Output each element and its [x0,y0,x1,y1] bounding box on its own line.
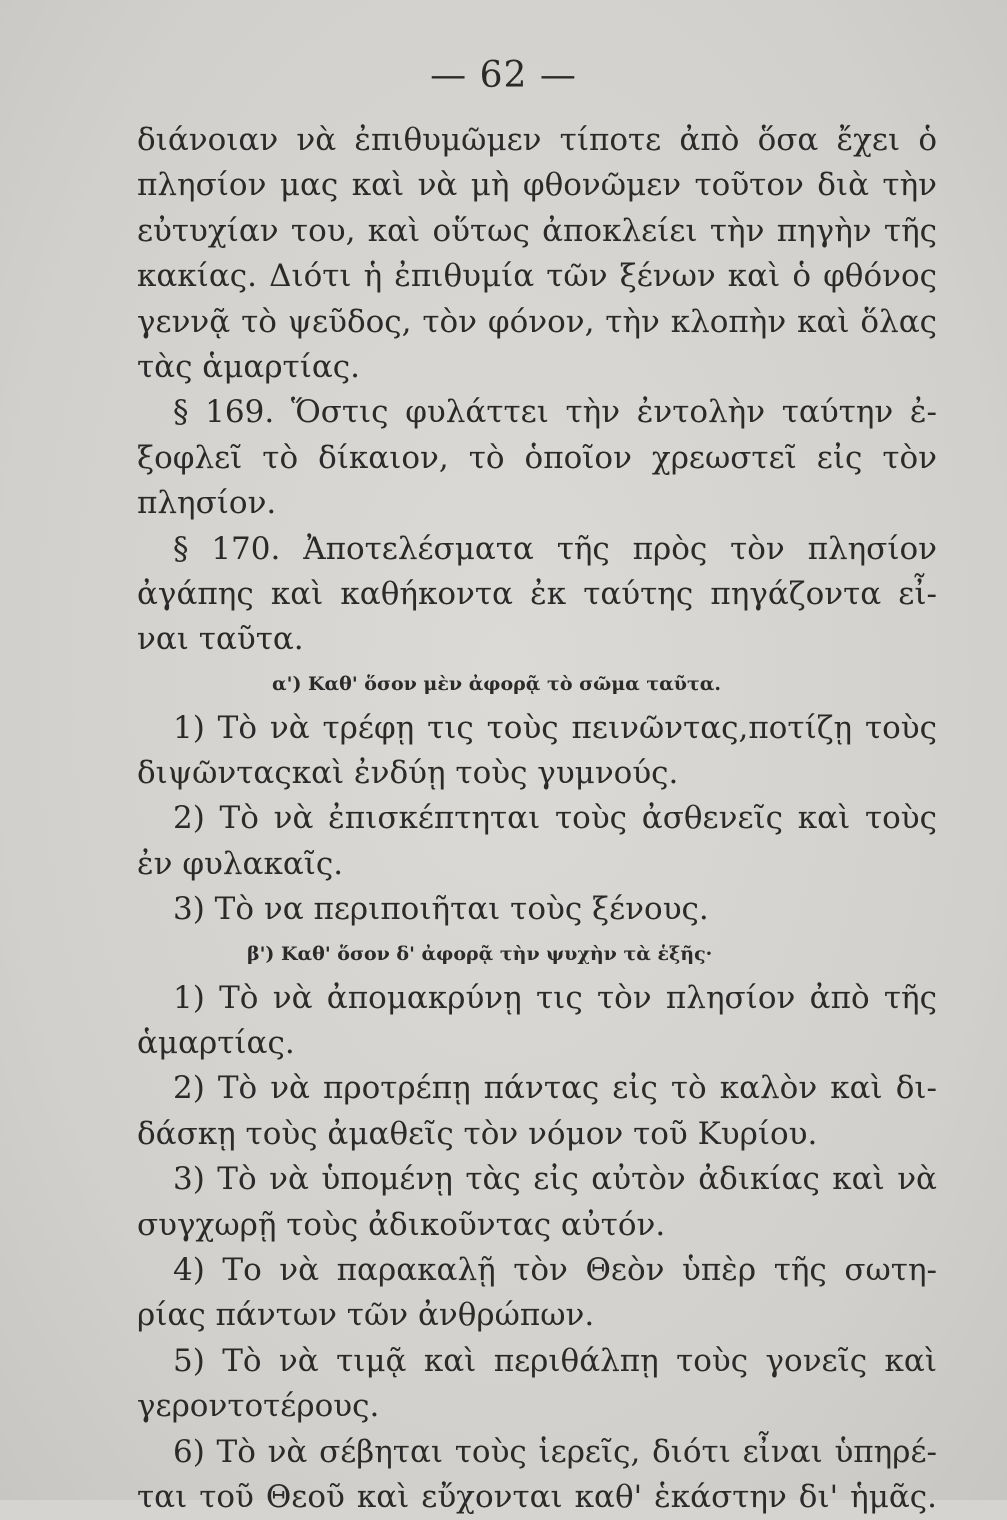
text-line: 4) Το νὰ παρακαλῇ τὸν Θεὸν ὑπὲρ τῆς σωτη- [173,1251,937,1288]
text-line: § 169. Ὅστις φυλάττει τὴν ἐντολὴν ταύτην ἐ- [173,394,937,431]
text-line: ἁμαρτίας. [137,1025,295,1062]
text-line: πλησίον. [137,485,277,522]
text-line: 6) Τὸ νὰ σέβηται τοὺς ἱερεῖς, διότι εἶναι ὑπηρέ- [173,1433,937,1470]
text-line: 1) Τὸ νὰ ἀπομακρύνῃ τις τὸν πλησίον ἀπὸ τῆς [173,979,937,1016]
text-line: πλησίον μας καὶ νὰ μὴ φθονῶμεν τοῦτον διὰ τὴν [137,167,937,204]
text-line: εὐτυχίαν του, καὶ οὕτως ἀποκλείει τὴν πηγὴν τῆς [137,212,937,249]
text-line: ρίας πάντων τῶν ἀνθρώπων. [137,1297,595,1334]
text-line: γεννᾷ τὸ ψεῦδος, τὸν φόνον, τὴν κλοπὴν καὶ ὅλας [137,303,937,340]
text-line: 1) Τὸ νὰ τρέφῃ τις τοὺς πεινῶντας,ποτίζῃ τοὺς [173,709,937,746]
text-line: 2) Τὸ νὰ προτρέπῃ πάντας εἰς τὸ καλὸν καὶ δι- [173,1070,937,1107]
text-line: γεροντοτέρους. [137,1388,380,1425]
body-text [137,118,937,1520]
text-line: δάσκῃ τοὺς ἀμαθεῖς τὸν νόμον τοῦ Κυρίου. [137,1115,818,1152]
text-line: 5) Τὸ νὰ τιμᾷ καὶ περιθάλπῃ τοὺς γονεῖς καὶ [173,1342,937,1379]
page-number: — 62 — [430,55,577,96]
text-line: τὰς ἁμαρτίας. [137,348,360,385]
text-line: 2) Τὸ νὰ ἐπισκέπτηται τοὺς ἀσθενεῖς καὶ τοὺς [173,800,937,837]
text-line: ναι ταῦτα. [137,621,304,658]
text-line: ἐν φυλακαῖς. [137,845,344,882]
text-line: διάνοιαν νὰ ἐπιθυμῶμεν τίποτε ἀπὸ ὅσα ἔχει ὁ [137,122,937,158]
text-line: διψῶνταςκαὶ ἐνδύῃ τοὺς γυμνούς. [137,755,679,792]
text-line: 3) Τὸ νὰ ὑπομένῃ τὰς εἰς αὐτὸν ἀδικίας καὶ νὰ [173,1161,937,1198]
text-line: ξοφλεῖ τὸ δίκαιον, τὸ ὁποῖον χρεωστεῖ εἰς τὸν [137,439,937,476]
text-line: 3) Τὸ να περιποιῆται τοὺς ξένους. [173,891,709,928]
text-line: ται τοῦ Θεοῦ καὶ εὔχονται καθ' ἑκάστην δι' ἡμᾶς. [137,1478,937,1515]
text-line: κακίας. Διότι ἡ ἐπιθυμία τῶν ξένων καὶ ὁ φθόνος [137,258,937,295]
text-line: συγχωρῇ τοὺς ἀδικοῦντας αὐτόν. [137,1206,666,1243]
text-line: β') Καθ' ὅσον δ' ἀφορᾷ τὴν ψυχὴν τὰ ἑξῆς· [247,942,713,965]
text-line: § 170. Ἀποτελέσματα τῆς πρὸς τὸν πλησίον [173,530,937,567]
text-line: ἀγάπης καὶ καθήκοντα ἐκ ταύτης πηγάζοντα εἶ- [137,575,937,612]
text-line: α') Καθ' ὅσον μὲν ἀφορᾷ τὸ σῶμα ταῦτα. [272,672,721,695]
